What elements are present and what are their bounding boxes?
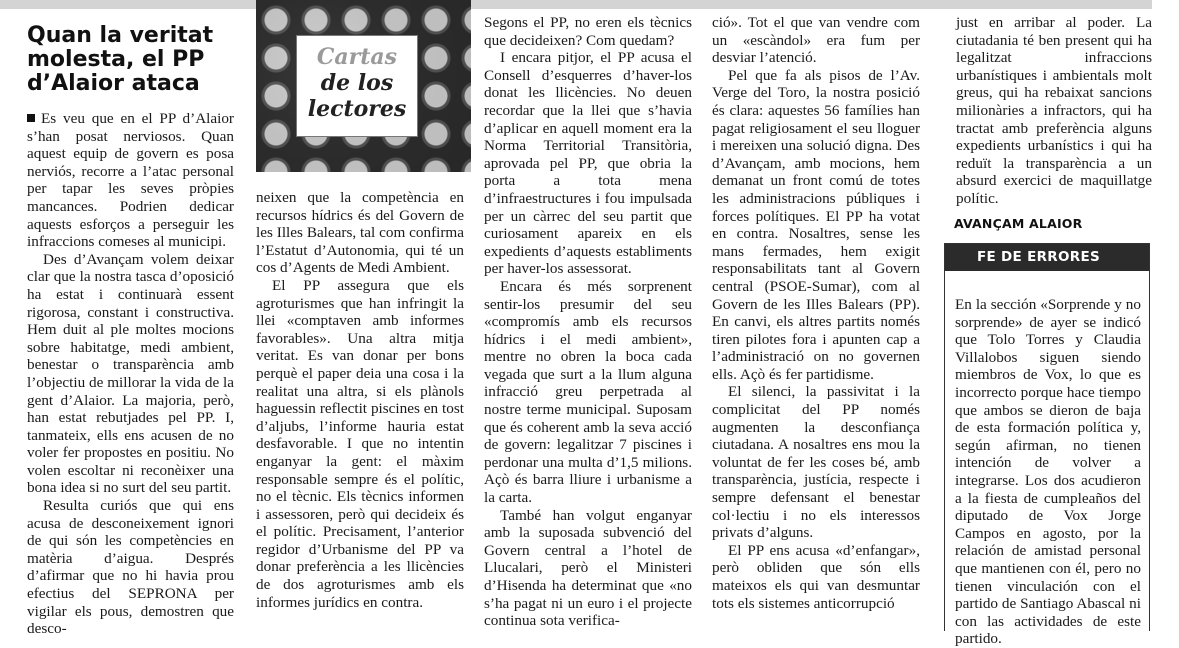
article-column-4 [712, 14, 920, 612]
bullet-square-icon [27, 114, 35, 122]
errata-text-column [955, 296, 1141, 648]
paragraph: El PP assegura que els agroturismes que han infringit la llei «comptaven amb informes favorables». Una altra mitja veritat. Es van donar per bons perquè el paper deia una cosa i la realitat una altra, si els plànols haguessin reflectit piscines en tost d’aljubs, l’informe hauria estat desfavorable. I que no intentin enganyar la gent: el màxim responsable sempre és el polític, no el tècnic. Els tècnics informen i assessoren, però qui decideix és el polític. Precisament, l’anterior regidor d’Urbanisme del PP va donar preferència a les llicències de dos agroturismes amb els informes jurídics en contra. [256, 276, 464, 611]
article-column-3 [484, 14, 692, 630]
paragraph: En la sección «Sorprende y no sorprende» de ayer se indicó que Tolo Torres y Claudia Villalobos siguen siendo miembros de Vox, lo que es incorrecto porque hace tiempo que ambos se dieron de baja de esta formación política y, según afirman, no tienen intención de volver a integrarse. Los dos acudieron a la fiesta de cumpleaños del diputado de Vox Jorge Campos en agosto, por la relación de amistad personal que mantienen con él, pero no tienen vinculación con el partido de Santiago Abascal ni con las actividades de este partido. [955, 296, 1141, 648]
letters-banner [256, 0, 471, 172]
banner-line-2: de los [320, 70, 394, 96]
paragraph: El PP ens acusa «d’enfangar», però obliden que són ells mateixos els qui van desmuntar tots els sistemes anticorrupció [712, 541, 920, 612]
errata-box [944, 243, 1150, 648]
headline [27, 24, 237, 96]
paragraph: neixen que la competència en recursos hídrics és del Govern de les Illes Balears, tal com confirma l’Estatut d’Autonomia, qui té un cos d’Agents de Medi Ambient. [256, 189, 464, 277]
banner-line-3: lectores [307, 96, 407, 122]
paragraph: Pel que fa als pisos de l’Av. Verge del Toro, la nostra posició és clara: aquestes 56 famílies han pagat religiosament el seu lloguer i mereixen una solució digna. Des d’Avançam, amb mocions, hem demanat un front comú de totes les administracions públiques i forces polítiques. El PP ha votat en contra. Nosaltres, sense les mans fermades, hem exigit responsabilitats tant al Govern central (PSOE-Sumar), com al Govern de les Illes Balears (PP). En canvi, els altres partits només tiren pilotes fora i apunten cap a l’administració on no governen ells. Açò és fer partidisme. [712, 66, 920, 383]
top-bar [0, 0, 1152, 9]
paragraph: Des d’Avançam volem deixar clar que la nostra tasca d’oposició ha estat i continuarà essent rigorosa, constant i constructiva. Hem duit al ple moltes mocions sobre habitatge, medi ambient, benestar o transparència amb l’objectiu de millorar la vida de la gent d’Alaior. La majoria, però, han estat rebutjades pel PP. I, tanmateix, ells ens acusen de no voler fer propostes en positiu. No volen escoltar ni reconèixer una bona idea si no surt del seu partit. [27, 250, 234, 497]
paragraph: El silenci, la passivitat i la complicitat del PP només augmenten la desconfiança ciutadana. A nosaltres ens mou la voluntat de fer les coses bé, amb transparència, justícia, respecte i sempre defensant el benestar col·lectiu i no els interessos privats d’alguns. [712, 383, 920, 542]
paragraph: ció». Tot el que van vendre com un «escàndol» era fum per desviar l’atenció. [712, 14, 920, 67]
banner-title-box [296, 35, 418, 137]
errata-title: FE DE ERRORES [945, 244, 1149, 271]
paragraph: just en arribar al poder. La ciutadania té ben present qui ha legalitzat infraccions urbanístiques i ambientals molt greus, qui ha rebaixat sancions milionàries a infractors, qui ha tractat amb preferència alguns expedients urbanístics i qui ha reduït la transparència a un absurd exercici de maquillatge polític. [956, 14, 1152, 207]
paragraph: Segons el PP, no eren els tècnics que decideixen? Com quedam? [484, 14, 692, 49]
article-column-5 [956, 14, 1152, 208]
paragraph: Es veu que en el PP d’Alaior s’han posat nerviosos. Quan aquest equip de govern es posa nerviós, recorre a l’atac personal per tapar les seves pròpies mancances. Podrien dedicar aquests esforços a perseguir les infraccions comeses al municipi. [27, 110, 234, 251]
headline-line-2: molesta, el PP [27, 47, 205, 72]
paragraph: Resulta curiós que qui ens acusa de desconeixement ignori de qui són les competències en matèria d’aigua. Després d’afirmar que no hi havia prou efectius del SEPRONA per vigilar els pous, demostren que desco- [27, 497, 234, 638]
article-column-2 [256, 189, 464, 611]
article-signature: AVANÇAM ALAIOR [954, 216, 1083, 231]
paragraph: També han volgut enganyar amb la suposada subvenció del Govern central a l’hotel de Llucalari, però el Ministeri d’Hisenda ha determinat que «no s’ha pagat ni un euro i el projecte continua sota verifica- [484, 506, 692, 630]
headline-line-1: Quan la veritat [27, 23, 214, 48]
banner-line-1: Cartas [316, 44, 398, 70]
headline-line-3: d’Alaior ataca [27, 71, 200, 96]
paragraph: Encara és més sorprenent sentir-los presumir del seu «compromís amb els recursos hídrics i el medi ambient», mentre no obren la boca cada vegada que surt a la llum alguna infracció greu perpetrada al nostre terme municipal. Suposam que és coherent amb la seva acció de govern: legalitzar 7 piscines i perdonar una multa d’1,5 milions. Açò és barra lliure i urbanisme a la carta. [484, 277, 692, 507]
article-column-1 [27, 110, 234, 638]
paragraph: I encara pitjor, el PP acusa el Consell d’esquerres d’haver-los donat les llicències. No deuen recordar que la llei que s’havia d’aplicar en aquell moment era la Norma Territorial Transitòria, aprovada pel PP, que obria la porta a tota mena d’infraestructures i fou impulsada per un càrrec del seu partit que curiosament apareix en els expedients d’aquests establiments per haver-los assessorat. [484, 49, 692, 278]
